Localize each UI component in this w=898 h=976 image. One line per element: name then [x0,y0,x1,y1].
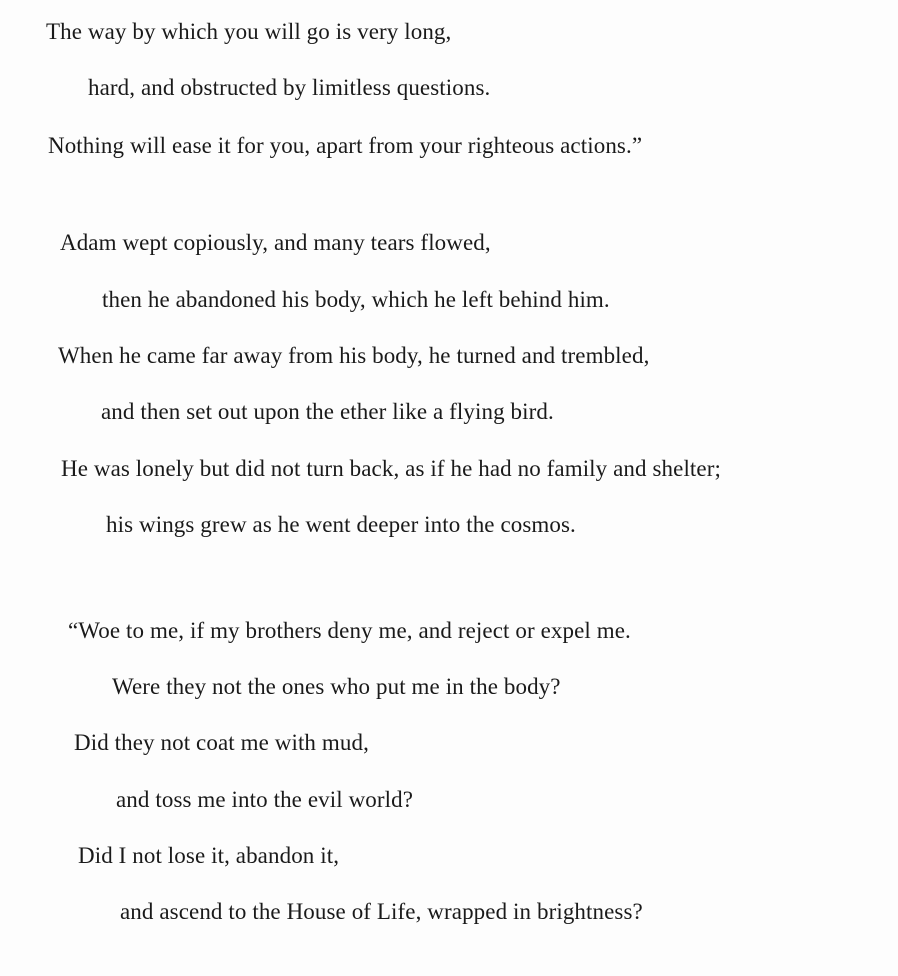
poem-line: his wings grew as he went deeper into the cosmos. [106,512,576,537]
poem-line: and then set out upon the ether like a flying bird. [101,399,554,424]
poem-line: Were they not the ones who put me in the body? [112,674,561,699]
poem-line: Did they not coat me with mud, [74,730,369,755]
poem-line: then he abandoned his body, which he left behind him. [102,287,610,312]
poem-line: and ascend to the House of Life, wrapped in brightness? [120,899,643,924]
poem-line: and toss me into the evil world? [116,787,414,812]
poem-line: The way by which you will go is very long, [46,19,452,44]
poem-line: He was lonely but did not turn back, as if he had no family and shelter; [61,456,721,481]
poem-line: Adam wept copiously, and many tears flowed, [60,230,491,255]
poem-line: hard, and obstructed by limitless questions. [88,75,491,100]
poem-line: When he came far away from his body, he turned and trembled, [58,343,650,368]
poem-line: Did I not lose it, abandon it, [78,843,340,868]
poem-line: Nothing will ease it for you, apart from your righteous actions.” [48,133,643,158]
poem-line: “Woe to me, if my brothers deny me, and reject or expel me. [68,618,631,643]
